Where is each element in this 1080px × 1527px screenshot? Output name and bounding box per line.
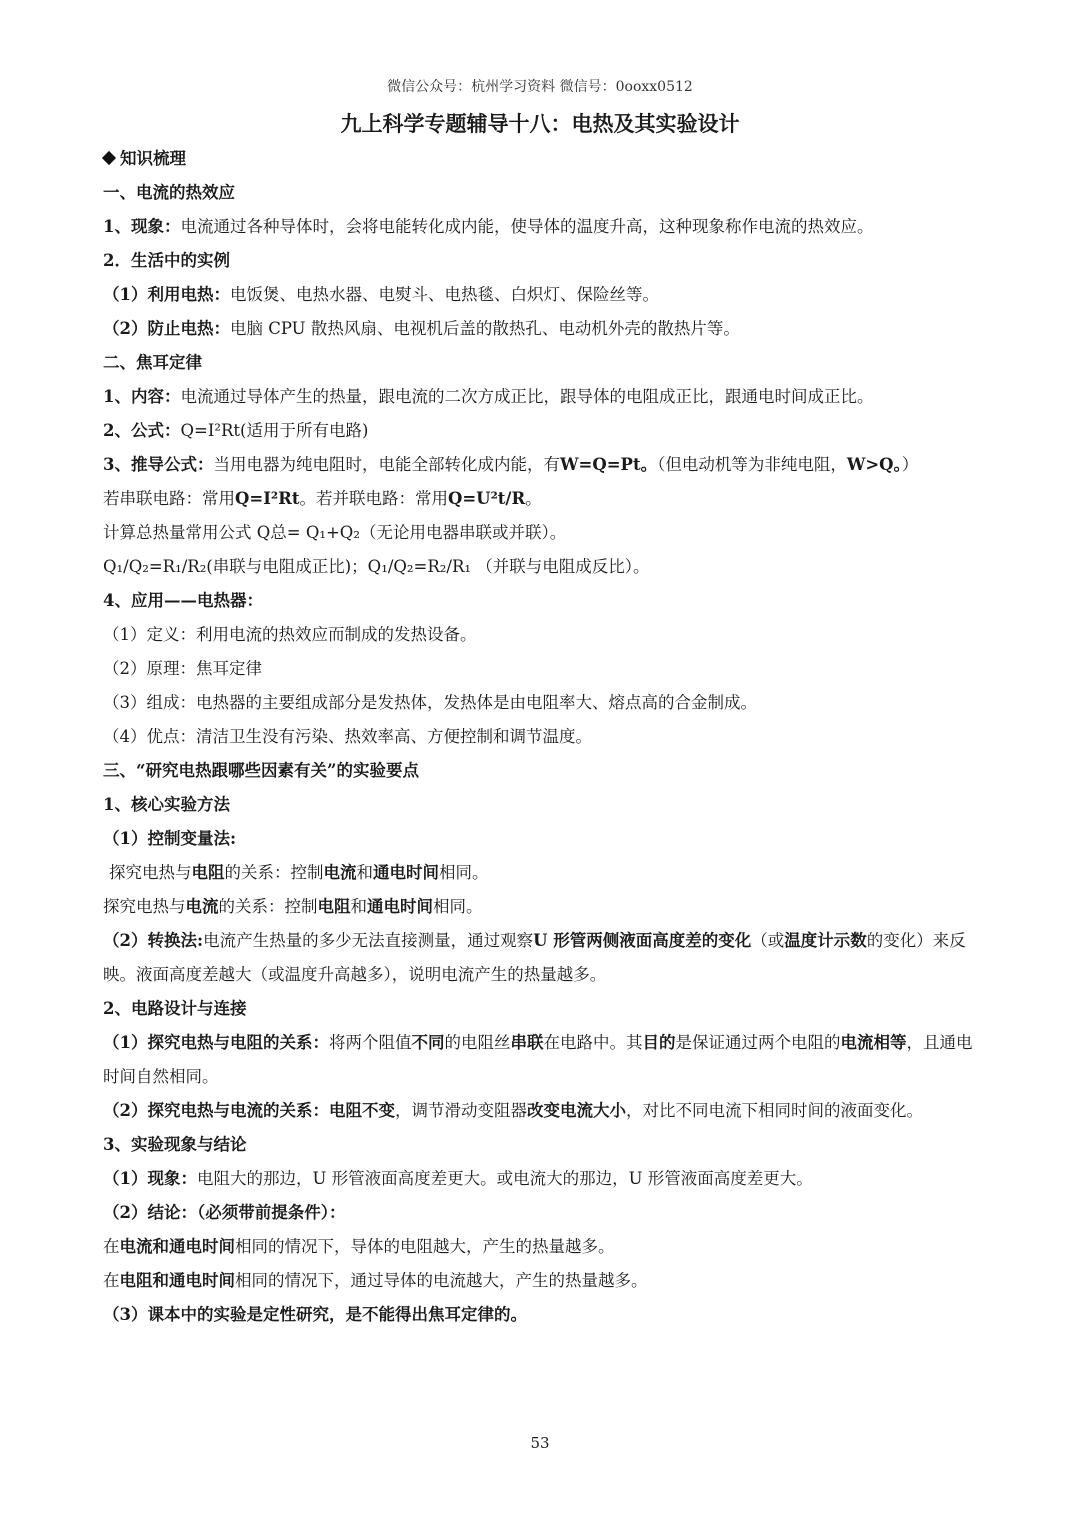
paragraph-phenomenon — [103, 210, 983, 244]
list-item-definition: （1）定义：利用电流的热效应而制成的发热设备。 — [103, 625, 477, 644]
formula: Q=I²Rt — [180, 421, 241, 440]
paragraph-derived-formula — [103, 448, 983, 482]
emphasis: 不同 — [411, 1033, 445, 1052]
document-body — [103, 142, 983, 1332]
heading-3: 三、“研究电热跟哪些因素有关”的实验要点 — [103, 761, 419, 780]
text: ，调节滑动变阻器 — [394, 1101, 527, 1120]
subheading-conclusion: （2）结论：（必须带前提条件）： — [103, 1203, 346, 1222]
emphasis: 电阻 — [317, 897, 351, 916]
section-marker — [100, 142, 983, 176]
text: (适用于所有电路) — [240, 421, 369, 440]
text: 相同的情况下，通过导体的电流越大，产生的热量越多。 — [235, 1271, 648, 1290]
paragraph-content — [103, 380, 983, 414]
label: （1）利用电热： — [103, 285, 230, 304]
text: 相同。 — [439, 863, 489, 882]
label: （2）防止电热： — [103, 319, 230, 338]
text: 电流通过各种导体时，会将电能转化成内能，使导体的温度升高，这种现象称作电流的热效应。 — [180, 217, 874, 236]
formula: Q=I²Rt — [235, 489, 300, 508]
text: 当用电器为纯电阻时，电能全部转化成内能，有 — [213, 455, 560, 474]
formula: W=Q=Pt。 — [559, 455, 658, 474]
text: 探究电热与 — [109, 863, 192, 882]
text: ） — [901, 455, 919, 474]
emphasis: 温度计示数 — [784, 931, 867, 950]
page-title: 九上科学专题辅导十八：电热及其实验设计 — [340, 111, 740, 136]
diamond-bullet-icon — [102, 151, 116, 165]
emphasis: 通电时间 — [367, 897, 433, 916]
paragraph-current-relation — [103, 890, 983, 924]
text: 的关系：控制 — [224, 863, 324, 882]
text: 若串联电路：常用 — [103, 489, 235, 508]
formula: Q=U²t/R — [447, 489, 526, 508]
paragraph-series-parallel — [103, 482, 983, 516]
text: 电脑 CPU 散热风扇、电视机后盖的散热孔、电动机外壳的散热片等。 — [229, 319, 740, 338]
paragraph-current-circuit — [103, 1094, 983, 1128]
emphasis: 目的 — [642, 1033, 676, 1052]
heading-1: 一、电流的热效应 — [103, 183, 235, 202]
emphasis: 电流和通电时间 — [119, 1237, 235, 1256]
text: 将两个阻值 — [328, 1033, 412, 1052]
page-header: 微信公众号：杭州学习资料 微信号：0ooxx0512 — [387, 79, 693, 95]
label: 3、推导公式： — [103, 455, 214, 474]
subheading-circuit-design: 2、电路设计与连接 — [103, 999, 247, 1018]
paragraph-phenomenon-result — [103, 1162, 983, 1196]
label: 1、内容： — [103, 387, 181, 406]
text: 在 — [103, 1271, 120, 1290]
paragraph-conclusion-resistance — [103, 1230, 983, 1264]
label: （2）探究电热与电流的关系： — [103, 1101, 329, 1120]
emphasis: U 形管两侧液面高度差的变化 — [533, 931, 752, 950]
text: 在电路中。其 — [543, 1033, 643, 1052]
text: 电流产生热量的多少无法直接测量，通过观察 — [203, 931, 534, 950]
text: 在 — [103, 1237, 120, 1256]
paragraph-textbook-note: （3）课本中的实验是定性研究，是不能得出焦耳定律的。 — [103, 1305, 527, 1324]
emphasis: 电阻和通电时间 — [119, 1271, 235, 1290]
list-item-principle: （2）原理：焦耳定律 — [103, 659, 262, 678]
emphasis: 电流相等 — [840, 1033, 907, 1052]
text: ，且通电时间自然相同。 — [103, 1033, 973, 1086]
list-item-advantages: （4）优点：清洁卫生没有污染、热效率高、方便控制和调节温度。 — [103, 727, 592, 746]
section-marker-label: 知识梳理 — [120, 149, 186, 168]
text: 的电阻丝 — [444, 1033, 511, 1052]
subheading-control-variable: （1）控制变量法: — [103, 829, 237, 848]
paragraph-ratio: Q₁/Q₂=R₁/R₂(串联与电阻成正比)；Q₁/Q₂=R₂/R₁ （并联与电阻成反比）。 — [103, 557, 650, 576]
paragraph-resistance-circuit — [103, 1026, 983, 1094]
list-item-composition: （3）组成：电热器的主要组成部分是发热体，发热体是由电阻率大、熔点高的合金制成。 — [103, 693, 757, 712]
text: 的关系：控制 — [218, 897, 318, 916]
label: （1）现象： — [103, 1169, 197, 1188]
paragraph-conversion-method — [103, 924, 983, 992]
paragraph-conclusion-current — [103, 1264, 983, 1298]
paragraph-total-heat: 计算总热量常用公式 Q总= Q₁+Q₂（无论用电器串联或并联）。 — [103, 523, 567, 542]
emphasis: 电流 — [185, 897, 219, 916]
text: 相同。 — [433, 897, 483, 916]
text: 。 — [525, 489, 542, 508]
subheading-core-method: 1、核心实验方法 — [103, 795, 230, 814]
text: ，对比不同电流下相同时间的液面变化。 — [625, 1101, 923, 1120]
paragraph-use-heat — [103, 278, 983, 312]
emphasis: 电阻 — [191, 863, 225, 882]
text: 相同的情况下，导体的电阻越大，产生的热量越多。 — [235, 1237, 615, 1256]
text: 是保证通过两个电阻的 — [675, 1033, 841, 1052]
subheading-examples: 2．生活中的实例 — [103, 251, 230, 270]
text: （但电动机等为非纯电阻， — [657, 455, 847, 474]
text: 电饭煲、电热水器、电熨斗、电热毯、白炽灯、保险丝等。 — [229, 285, 659, 304]
subheading-results: 3、实验现象与结论 — [103, 1135, 247, 1154]
label: （1）探究电热与电阻的关系： — [103, 1033, 329, 1052]
page-number: 53 — [530, 1434, 550, 1452]
emphasis: 电阻不变 — [328, 1101, 395, 1120]
text: 电流通过导体产生的热量，跟电流的二次方成正比，跟导体的电阻成正比，跟通电时间成正比。 — [180, 387, 874, 406]
emphasis: 电流 — [323, 863, 357, 882]
text: 探究电热与 — [103, 897, 186, 916]
text: 。若并联电路：常用 — [299, 489, 448, 508]
heading-2: 二、焦耳定律 — [103, 353, 202, 372]
text: 和 — [350, 897, 367, 916]
text: 的变化）来反映。液面高度差越大（或温度升高越多），说明电流产生的热量越多。 — [103, 931, 966, 984]
subheading-application: 4、应用——电热器： — [103, 591, 263, 610]
text: 电阻大的那边，U 形管液面高度差更大。或电流大的那边，U 形管液面高度差更大。 — [196, 1169, 813, 1188]
paragraph-prevent-heat — [103, 312, 983, 346]
emphasis: 通电时间 — [373, 863, 439, 882]
emphasis: 串联 — [510, 1033, 544, 1052]
text: 和 — [356, 863, 373, 882]
formula: W>Q。 — [846, 455, 902, 474]
emphasis: 改变电流大小 — [526, 1101, 626, 1120]
paragraph-resistance-relation — [103, 856, 983, 890]
text: （或 — [751, 931, 785, 950]
label: （2）转换法: — [103, 931, 204, 950]
label: 2、公式： — [103, 421, 181, 440]
paragraph-formula — [103, 414, 983, 448]
label: 1、现象： — [103, 217, 181, 236]
